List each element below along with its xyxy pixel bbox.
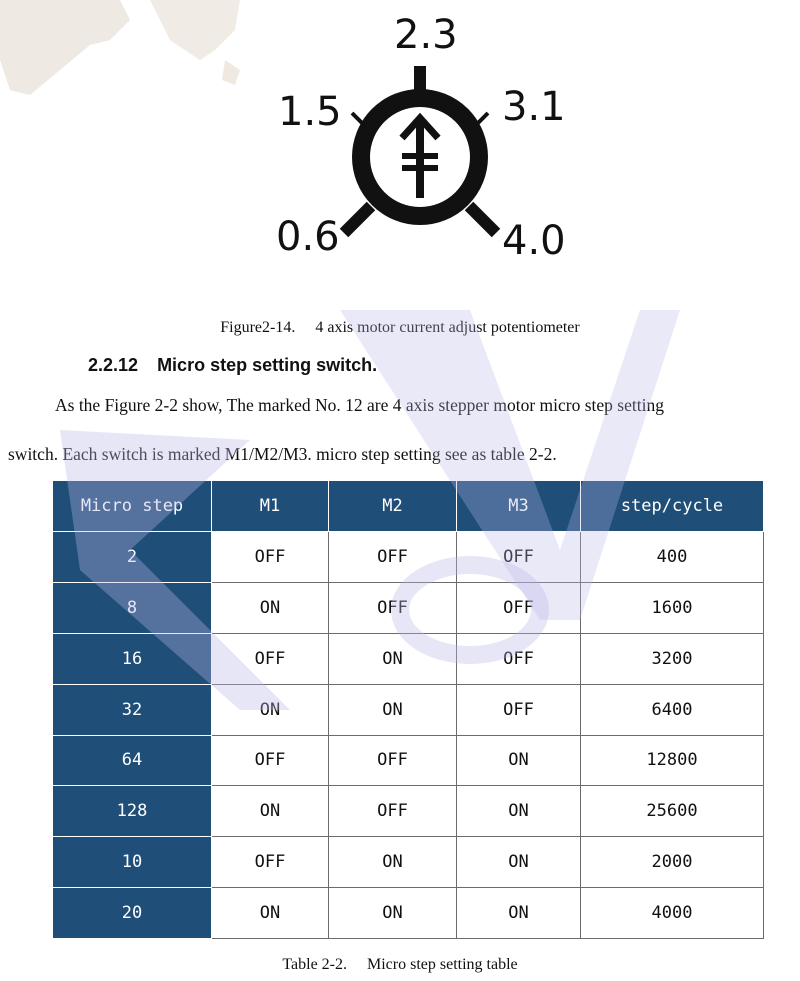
figure-caption-text: 4 axis motor current adjust potentiometer bbox=[315, 319, 580, 336]
cell-m1: ON bbox=[212, 888, 329, 939]
cell-m2: ON bbox=[329, 684, 457, 735]
cell-micro-step: 16 bbox=[53, 633, 212, 684]
cell-micro-step: 32 bbox=[53, 684, 212, 735]
cell-m1: ON bbox=[212, 684, 329, 735]
world-map-watermark bbox=[0, 0, 260, 100]
cell-step-cycle: 6400 bbox=[581, 684, 764, 735]
table-row bbox=[53, 684, 764, 735]
cell-m3: OFF bbox=[457, 582, 581, 633]
table-row bbox=[53, 532, 764, 583]
table-header-row bbox=[53, 481, 764, 532]
label-0-6: 0.6 bbox=[276, 214, 340, 260]
cell-step-cycle: 2000 bbox=[581, 837, 764, 888]
header-m3: M3 bbox=[457, 481, 581, 532]
cell-step-cycle: 12800 bbox=[581, 735, 764, 786]
arrow-up-icon bbox=[402, 118, 438, 198]
micro-step-table bbox=[52, 480, 764, 939]
cell-m3: ON bbox=[457, 735, 581, 786]
cell-m2: OFF bbox=[329, 735, 457, 786]
table-caption-text: Micro step setting table bbox=[367, 956, 518, 973]
cell-m3: OFF bbox=[457, 633, 581, 684]
table-row bbox=[53, 633, 764, 684]
cell-m3: ON bbox=[457, 888, 581, 939]
cell-step-cycle: 3200 bbox=[581, 633, 764, 684]
header-m2: M2 bbox=[329, 481, 457, 532]
cell-m3: OFF bbox=[457, 532, 581, 583]
cell-m1: ON bbox=[212, 786, 329, 837]
table-row bbox=[53, 582, 764, 633]
table-row bbox=[53, 837, 764, 888]
cell-m1: OFF bbox=[212, 837, 329, 888]
figure-caption-label: Figure2-14. bbox=[220, 319, 296, 336]
cell-m2: OFF bbox=[329, 582, 457, 633]
label-1-5: 1.5 bbox=[278, 89, 342, 135]
cell-micro-step: 20 bbox=[53, 888, 212, 939]
cell-step-cycle: 4000 bbox=[581, 888, 764, 939]
table-row bbox=[53, 888, 764, 939]
cell-step-cycle: 25600 bbox=[581, 786, 764, 837]
potentiometer-diagram bbox=[270, 10, 570, 270]
tick-0-6 bbox=[344, 206, 371, 233]
table-caption-label: Table 2-2. bbox=[282, 956, 347, 973]
table-row bbox=[53, 735, 764, 786]
paragraph-line-1: As the Figure 2-2 show, The marked No. 12 are 4 axis stepper motor micro step setting bbox=[55, 395, 664, 415]
tick-4-0 bbox=[469, 206, 496, 233]
cell-m1: ON bbox=[212, 582, 329, 633]
cell-micro-step: 8 bbox=[53, 582, 212, 633]
cell-m2: ON bbox=[329, 888, 457, 939]
cell-step-cycle: 1600 bbox=[581, 582, 764, 633]
cell-step-cycle: 400 bbox=[581, 532, 764, 583]
cell-m1: OFF bbox=[212, 735, 329, 786]
paragraph-line-2: switch. Each switch is marked M1/M2/M3. micro step setting see as table 2-2. bbox=[8, 444, 557, 464]
header-m1: M1 bbox=[212, 481, 329, 532]
label-3-1: 3.1 bbox=[502, 84, 566, 130]
cell-micro-step: 64 bbox=[53, 735, 212, 786]
label-4-0: 4.0 bbox=[502, 218, 566, 264]
cell-m1: OFF bbox=[212, 633, 329, 684]
cell-m1: OFF bbox=[212, 532, 329, 583]
cell-m2: OFF bbox=[329, 532, 457, 583]
figure-caption bbox=[0, 319, 800, 337]
cell-m3: ON bbox=[457, 786, 581, 837]
cell-m2: ON bbox=[329, 633, 457, 684]
cell-m2: OFF bbox=[329, 786, 457, 837]
cell-micro-step: 10 bbox=[53, 837, 212, 888]
section-title: Micro step setting switch. bbox=[157, 355, 378, 375]
table-row bbox=[53, 786, 764, 837]
cell-micro-step: 2 bbox=[53, 532, 212, 583]
section-heading bbox=[88, 355, 377, 376]
table-caption bbox=[0, 956, 800, 974]
label-2-3: 2.3 bbox=[394, 12, 458, 58]
cell-micro-step: 128 bbox=[53, 786, 212, 837]
header-micro-step: Micro step bbox=[53, 481, 212, 532]
section-number: 2.2.12 bbox=[88, 355, 139, 375]
cell-m2: ON bbox=[329, 837, 457, 888]
cell-m3: OFF bbox=[457, 684, 581, 735]
cell-m3: ON bbox=[457, 837, 581, 888]
header-step-cycle: step/cycle bbox=[581, 481, 764, 532]
